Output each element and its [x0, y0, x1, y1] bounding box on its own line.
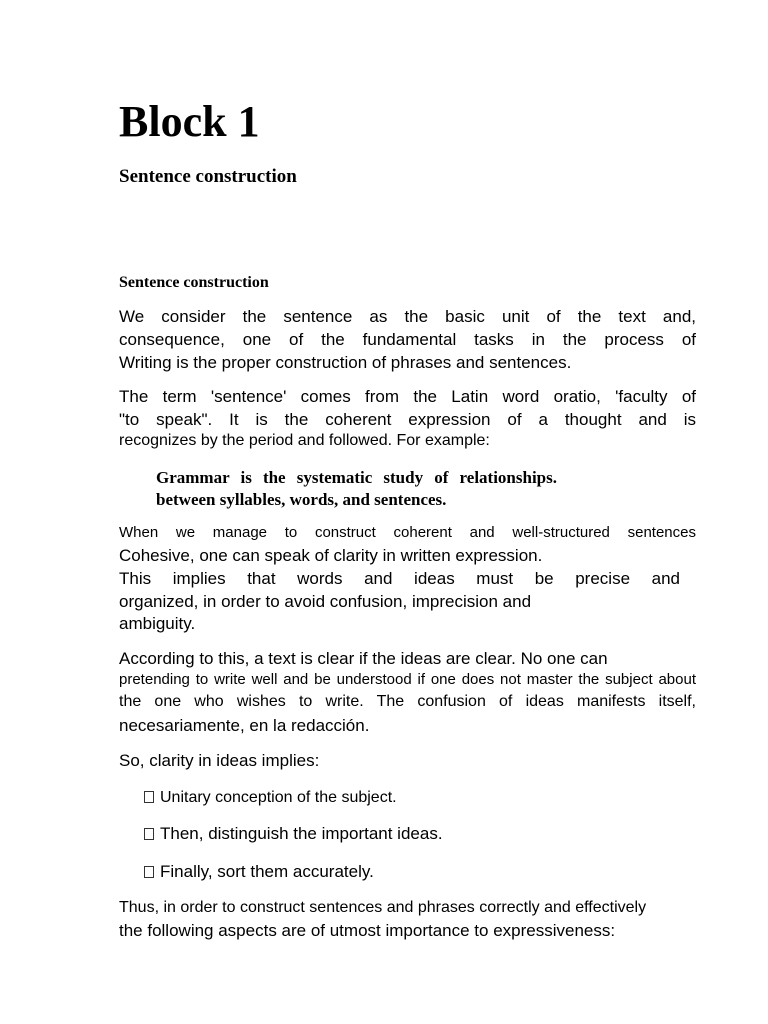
paragraph-line: Thus, in order to construct sentences and phrases correctly and effectively — [119, 899, 647, 916]
paragraph-line: Cohesive, one can speak of clarity in written expression. — [119, 546, 543, 565]
paragraph-line: organized, in order to avoid confusion, imprecision and — [119, 592, 532, 611]
paragraph-line: pretending to write well and be understood if one does not master the subject about — [119, 671, 696, 688]
page-subtitle: Sentence construction — [119, 166, 297, 187]
paragraph-line: When we manage to construct coherent and well-structured sentences — [119, 524, 696, 541]
bullet-box-icon — [144, 828, 154, 840]
bullet-box-icon — [144, 866, 154, 878]
paragraph-line: Writing is the proper construction of phrases and sentences. — [119, 353, 572, 372]
paragraph-line: ambiguity. — [119, 614, 196, 633]
paragraph-line: the one who wishes to write. The confusion of ideas manifests itself, — [119, 693, 696, 710]
list-item — [144, 824, 443, 844]
list-item-text: Unitary conception of the subject. — [160, 789, 397, 806]
paragraph-line: The term 'sentence' comes from the Latin word oratio, 'faculty of — [119, 387, 696, 406]
paragraph-line: necesariamente, en la redacción. — [119, 716, 370, 735]
example-quote-line: between syllables, words, and sentences. — [156, 490, 447, 509]
paragraph-line: the following aspects are of utmost importance to expressiveness: — [119, 921, 616, 940]
paragraph-line: consequence, one of the fundamental tasks in the process of — [119, 330, 696, 349]
page-title: Block 1 — [119, 97, 260, 146]
list-item — [144, 862, 374, 882]
list-item-text: Then, distinguish the important ideas. — [160, 824, 443, 843]
clarity-intro: So, clarity in ideas implies: — [119, 751, 320, 770]
section-heading: Sentence construction — [119, 274, 269, 291]
paragraph-line: This implies that words and ideas must be precise and — [119, 569, 680, 588]
paragraph-line: recognizes by the period and followed. For example: — [119, 432, 490, 449]
paragraph-line: According to this, a text is clear if the ideas are clear. No one can — [119, 649, 608, 668]
list-item — [144, 788, 397, 808]
bullet-box-icon — [144, 791, 154, 803]
example-quote-line: Grammar is the systematic study of relationships. — [156, 468, 557, 487]
paragraph-line: "to speak". It is the coherent expression of a thought and is — [119, 410, 696, 429]
paragraph-line: We consider the sentence as the basic unit of the text and, — [119, 307, 696, 326]
list-item-text: Finally, sort them accurately. — [160, 862, 374, 881]
